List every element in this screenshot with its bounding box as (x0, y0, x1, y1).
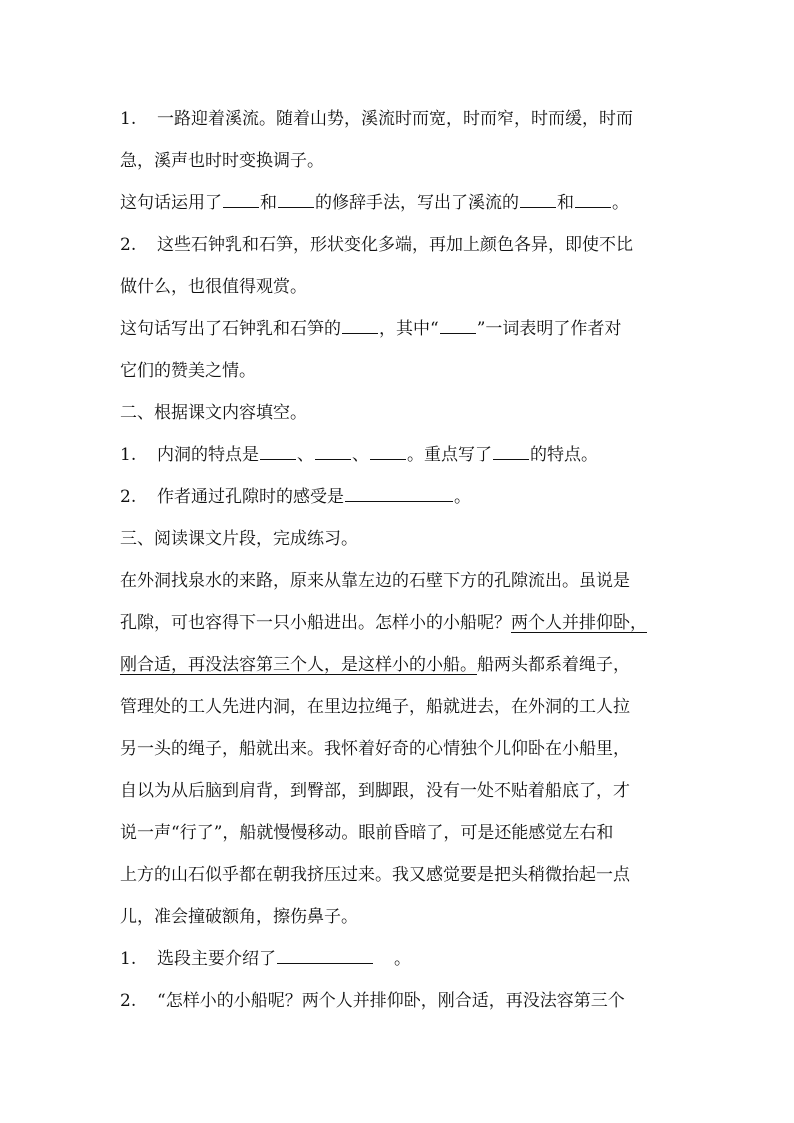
q1-line-2 (120, 145, 685, 177)
passage-line (120, 817, 685, 849)
section-2-item-1-text-d: 。重点写了 (407, 445, 492, 465)
passage-text: 儿，准会撞破额角，擦伤鼻子。 (120, 907, 358, 927)
fill-blank[interactable] (315, 458, 351, 460)
fill-blank[interactable] (370, 458, 406, 460)
q1-prompt-text-e: 。 (612, 193, 629, 213)
section-3-question-2-number: 2. (120, 991, 137, 1011)
passage-text: 另一头的绳子，船就出来。我怀着好奇的心情独个儿仰卧在小船里， (120, 739, 630, 759)
passage-text: 孔隙，可也容得下一只小船进出。怎样小的小船呢？ (120, 613, 511, 633)
passage-line (120, 901, 685, 933)
section-3-heading (120, 523, 685, 555)
section-2-item-1-text-b: 、 (297, 445, 314, 465)
section-3-question-1 (120, 943, 685, 975)
q1-number: 1. (120, 109, 137, 129)
section-2-heading (120, 397, 685, 429)
q2-number: 2. (120, 235, 137, 255)
section-2-item-2-number: 2. (120, 487, 137, 507)
section-2-item-2-text-a: 作者通过孔隙时的感受是 (157, 487, 344, 507)
fill-blank[interactable] (342, 332, 378, 334)
q1-prompt-text-a: 这句话运用了 (120, 193, 222, 213)
q2-line-1 (120, 229, 685, 261)
section-2-item-1-number: 1. (120, 445, 137, 465)
q1-prompt (120, 187, 685, 219)
section-2-item-2-text-b: 。 (454, 487, 471, 507)
q2-prompt-text-c: ”一词表明了作者对 (476, 319, 622, 339)
section-2-item-1-text-e: 的特点。 (530, 445, 598, 465)
q2-prompt (120, 313, 685, 345)
passage-text: 船两头都系着绳子， (477, 655, 630, 675)
q1-line-1 (120, 103, 685, 135)
q1-text-2: 急，溪声也时时变换调子。 (120, 151, 324, 171)
passage-line (120, 691, 685, 723)
passage-text: 在外洞找泉水的来路，原来从靠左边的石壁下方的孔隙流出。虽说是 (120, 571, 630, 591)
fill-blank[interactable] (260, 458, 296, 460)
section-3-question-2-text: “怎样小的小船呢？两个人并排仰卧，刚合适，再没法容第三个 (157, 991, 625, 1011)
section-2-item-1-text-c: 、 (352, 445, 369, 465)
q1-prompt-text-d: 和 (557, 193, 574, 213)
q2-prompt-text-2: 它们的赞美之情。 (120, 361, 256, 381)
passage-line (120, 775, 685, 807)
q1-text-1: 一路迎着溪流。随着山势，溪流时而宽，时而窄，时而缓，时而 (157, 109, 633, 129)
q2-text-1: 这些石钟乳和石笋，形状变化多端，再加上颜色各异，即使不比 (157, 235, 633, 255)
q1-prompt-text-c: 的修辞手法，写出了溪流的 (315, 193, 519, 213)
passage-line (120, 565, 685, 597)
section-3-question-1-number: 1. (120, 949, 137, 969)
fill-blank[interactable] (440, 332, 476, 334)
passage-underlined-text: 两个人并排仰卧， (511, 613, 647, 633)
passage-text: 上方的山石似乎都在朝我挤压过来。我又感觉要是把头稍微抬起一点 (120, 865, 630, 885)
fill-blank[interactable] (278, 206, 314, 208)
q2-prompt-line-2 (120, 355, 685, 387)
q2-prompt-text-a: 这句话写出了石钟乳和石笋的 (120, 319, 341, 339)
section-2-heading-text: 二、根据课文内容填空。 (120, 403, 307, 423)
document-content (120, 103, 685, 1027)
fill-blank[interactable] (520, 206, 556, 208)
section-3-question-1-end: 。 (394, 949, 411, 969)
passage-line (120, 607, 685, 639)
fill-blank[interactable] (223, 206, 259, 208)
section-3-question-1-text: 选段主要介绍了 (157, 949, 276, 969)
fill-blank[interactable] (277, 962, 373, 964)
section-2-item-1-text-a: 内洞的特点是 (157, 445, 259, 465)
q2-prompt-text-b: ，其中“ (379, 319, 439, 339)
fill-blank[interactable] (345, 500, 453, 502)
fill-blank[interactable] (575, 206, 611, 208)
section-3-question-2 (120, 985, 685, 1017)
passage-text: 说一声“行了”，船就慢慢移动。眼前昏暗了，可是还能感觉左右和 (120, 823, 614, 843)
q2-text-2: 做什么，也很值得观赏。 (120, 277, 307, 297)
q2-line-2 (120, 271, 685, 303)
passage-underlined-text: 刚合适，再没法容第三个人，是这样小的小船。 (120, 655, 477, 675)
section-2-item-1 (120, 439, 685, 471)
q1-prompt-text-b: 和 (260, 193, 277, 213)
passage-line (120, 649, 685, 681)
passage-line (120, 733, 685, 765)
fill-blank[interactable] (493, 458, 529, 460)
passage-line (120, 859, 685, 891)
section-3-heading-text: 三、阅读课文片段，完成练习。 (120, 529, 358, 549)
passage-text: 自以为从后脑到肩背，到臀部，到脚跟，没有一处不贴着船底了，才 (120, 781, 630, 801)
passage-text: 管理处的工人先进内洞，在里边拉绳子，船就进去，在外洞的工人拉 (120, 697, 630, 717)
section-2-item-2 (120, 481, 685, 513)
